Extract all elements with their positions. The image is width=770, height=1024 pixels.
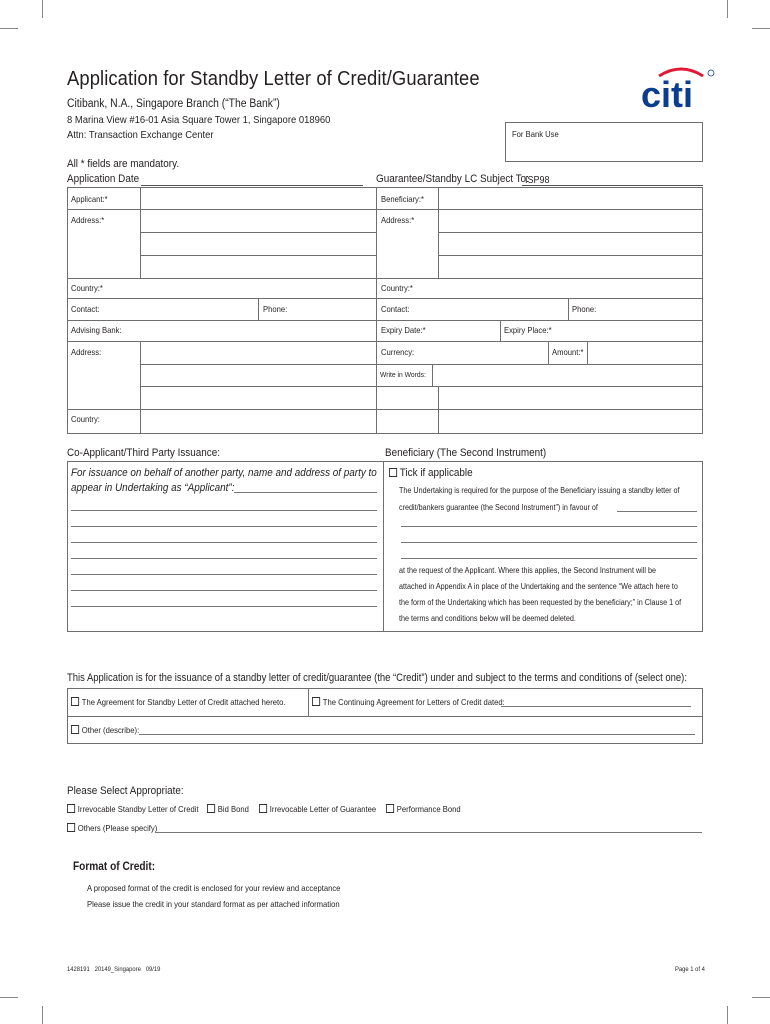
in-favour-of-line[interactable] (401, 558, 697, 559)
citi-wordmark: citi (641, 74, 694, 112)
co-applicant-name-field[interactable] (234, 492, 377, 493)
second-instrument-text: attached in Appendix A in place of the Undertaking and the sentence “We attach here to (399, 582, 678, 591)
second-instrument-text: the terms and conditions below will be deemed deleted. (399, 614, 576, 623)
co-applicant-line1: For issuance on behalf of another party, name and address of party to (71, 467, 377, 479)
terms-other-label: Other (describe): (81, 725, 140, 735)
bank-use-box[interactable] (505, 122, 703, 162)
terms-agreement-checkbox[interactable] (71, 697, 79, 706)
subject-to-value[interactable]: ISP98 (525, 175, 550, 186)
continuing-agreement-date-field[interactable] (501, 706, 691, 707)
beneficiary-field[interactable] (439, 188, 702, 208)
irrevocable-guarantee-checkbox[interactable] (259, 804, 267, 813)
applicant-field[interactable] (141, 188, 375, 208)
second-instrument-text: credit/bankers guarantee (the Second Instrument”) in favour of (399, 503, 598, 512)
format-line-2: Please issue the credit in your standard format as per attached information (87, 899, 340, 909)
co-applicant-heading: Co-Applicant/Third Party Issuance: (67, 447, 220, 459)
mandatory-note: All * fields are mandatory. (67, 158, 180, 170)
co-applicant-line[interactable] (71, 558, 377, 559)
in-favour-of-line[interactable] (401, 526, 697, 527)
second-instrument-text: the form of the Undertaking which has been requested by the beneficiary;” in Clause 1 of (399, 598, 682, 607)
second-instrument-text: The Undertaking is required for the purpose of the Beneficiary issuing a standby letter of (399, 486, 680, 495)
tick-applicable-label: Tick if applicable (399, 467, 473, 479)
option-irrevocable-standby[interactable] (67, 804, 199, 814)
in-favour-of-line[interactable] (401, 542, 697, 543)
terms-continuing-checkbox[interactable] (312, 697, 320, 706)
terms-option-continuing[interactable] (312, 697, 505, 707)
tick-applicable-checkbox[interactable] (389, 468, 397, 477)
terms-option-agreement[interactable] (71, 697, 286, 707)
second-instrument-heading: Beneficiary (The Second Instrument) (385, 447, 547, 459)
advising-country-label: Country: (71, 414, 100, 424)
crop-mark (727, 0, 728, 18)
co-applicant-line[interactable] (71, 526, 377, 527)
others-label: Others (Please specify) (77, 823, 158, 833)
co-applicant-line2: appear in Undertaking as “Applicant”: (71, 482, 235, 494)
applicant-address-label: Address:* (71, 215, 105, 225)
in-favour-of-field[interactable] (617, 511, 697, 512)
second-instrument-text: at the request of the Applicant. Where this applies, the Second Instrument will be (399, 566, 656, 575)
format-line-1: A proposed format of the credit is enclosed for your review and acceptance (87, 883, 341, 893)
applicant-phone-label: Phone: (263, 304, 288, 314)
page-number: Page 1 of 4 (675, 966, 705, 973)
select-heading: Please Select Appropriate: (67, 785, 184, 797)
option-others[interactable] (67, 823, 157, 833)
terms-other-field[interactable] (139, 734, 695, 735)
crop-mark (0, 997, 18, 998)
page-title: Application for Standby Letter of Credit/Guarantee (67, 68, 480, 90)
performance-bond-label: Performance Bond (396, 804, 461, 814)
subject-to-label: Guarantee/Standby LC Subject To: (376, 173, 529, 185)
footer-code: 1428191 20149_Singapore 09/19 (67, 966, 161, 973)
others-specify-field[interactable] (155, 832, 702, 833)
applicant-country-label: Country:* (71, 283, 103, 293)
irrevocable-standby-checkbox[interactable] (67, 804, 75, 813)
beneficiary-country-label: Country:* (381, 283, 413, 293)
crop-mark (0, 28, 18, 29)
option-bid-bond[interactable] (207, 804, 249, 814)
co-applicant-line[interactable] (71, 574, 377, 575)
irrevocable-standby-label: Irrevocable Standby Letter of Credit (77, 804, 199, 814)
amount-label: Amount:* (552, 347, 584, 357)
attention-line: Attn: Transaction Exchange Center (67, 129, 214, 141)
co-applicant-line[interactable] (71, 542, 377, 543)
co-applicant-line[interactable] (71, 590, 377, 591)
terms-other-checkbox[interactable] (71, 725, 79, 734)
branch-name: Citibank, N.A., Singapore Branch (“The Bank”) (67, 98, 280, 110)
advising-address-label: Address: (71, 347, 102, 357)
option-performance-bond[interactable] (386, 804, 461, 814)
beneficiary-label: Beneficiary:* (381, 194, 424, 204)
amount-field[interactable] (588, 342, 702, 363)
applicant-contact-label: Contact: (71, 304, 100, 314)
expiry-date-label: Expiry Date:* (381, 325, 426, 335)
crop-mark (42, 1006, 43, 1024)
application-date-label: Application Date (67, 173, 140, 185)
beneficiary-address-label: Address:* (381, 215, 415, 225)
option-irrevocable-guarantee[interactable] (259, 804, 376, 814)
amount-words-label: Write in Words: (380, 370, 426, 379)
citi-logo (641, 64, 719, 112)
crop-mark (752, 997, 770, 998)
tick-applicable[interactable] (389, 467, 473, 479)
application-date-field[interactable] (141, 185, 363, 186)
beneficiary-phone-label: Phone: (572, 304, 597, 314)
advising-bank-label: Advising Bank: (71, 325, 122, 335)
terms-continuing-label: The Continuing Agreement for Letters of Credit dated: (322, 697, 505, 707)
co-applicant-line[interactable] (71, 510, 377, 511)
beneficiary-contact-label: Contact: (381, 304, 410, 314)
irrevocable-guarantee-label: Irrevocable Letter of Guarantee (269, 804, 377, 814)
applicant-label: Applicant:* (71, 194, 108, 204)
co-applicant-line[interactable] (71, 606, 377, 607)
subject-to-field (522, 185, 703, 186)
terms-agreement-label: The Agreement for Standby Letter of Credit attached hereto. (81, 697, 286, 707)
terms-statement: This Application is for the issuance of a standby letter of credit/guarantee (the “Credit”) under and subject to the terms and conditions of (select one): (67, 672, 687, 684)
bank-use-label: For Bank Use (512, 129, 559, 139)
currency-label: Currency: (381, 347, 415, 357)
bid-bond-checkbox[interactable] (207, 804, 215, 813)
performance-bond-checkbox[interactable] (386, 804, 394, 813)
expiry-place-label: Expiry Place:* (504, 325, 552, 335)
bid-bond-label: Bid Bond (217, 804, 249, 814)
crop-mark (42, 0, 43, 18)
terms-option-other[interactable] (71, 725, 139, 735)
branch-address: 8 Marina View #16-01 Asia Square Tower 1, Singapore 018960 (67, 114, 331, 126)
crop-mark (727, 1006, 728, 1024)
format-heading: Format of Credit: (73, 861, 156, 873)
others-checkbox[interactable] (67, 823, 75, 832)
crop-mark (752, 28, 770, 29)
